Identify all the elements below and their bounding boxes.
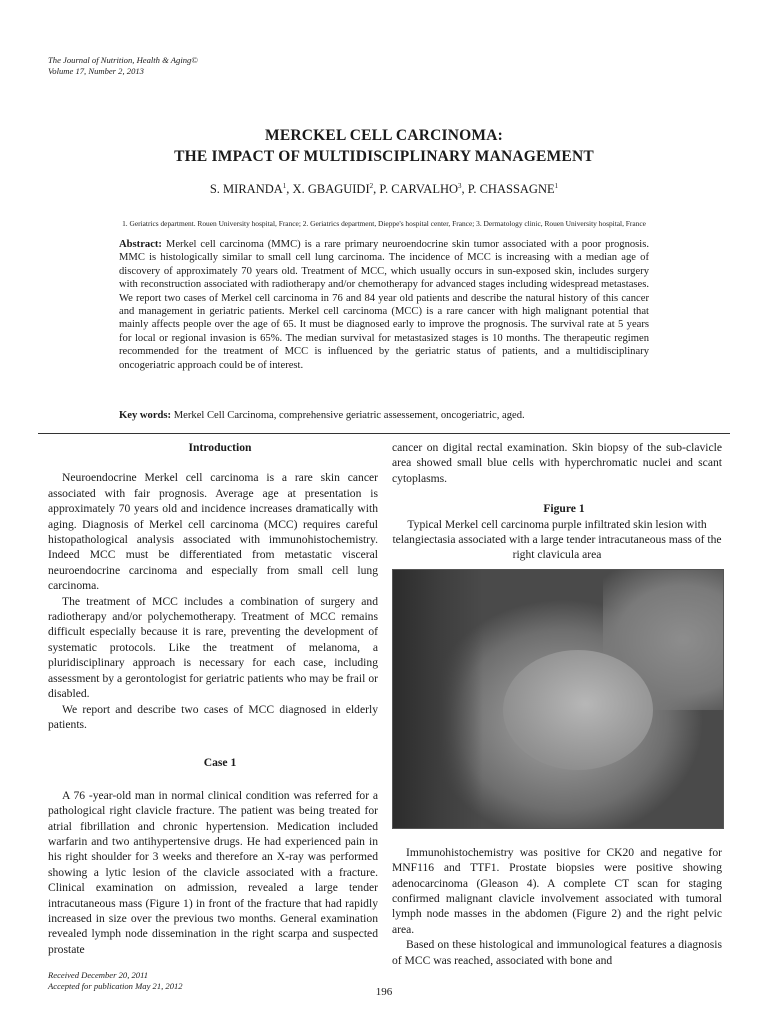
figure-1-clinical-photo — [392, 569, 724, 829]
figure-label: Figure 1 — [543, 502, 585, 516]
keywords-label: Key words: — [119, 410, 172, 421]
author: S. MIRANDA$^1$, — [209, 182, 293, 197]
left-column — [48, 440, 378, 957]
affiliations: 1. Geriatrics department. Rouen University hospital, France; 2. Geriatrics department, Dieppe's hospital center, France; 3. Dermatology clinic, Rouen University hospital, France — [122, 219, 646, 228]
keywords — [119, 410, 679, 421]
journal-header — [48, 55, 198, 77]
intro-heading: Introduction — [188, 441, 252, 454]
abstract-label: Abstract: — [119, 239, 162, 250]
figure-caption: Typical Merkel cell carcinoma purple infiltrated skin lesion with telangiectasia associated with a large tender intracutaneous mass of the right clavicula area — [392, 517, 722, 562]
immuno-paragraph: Immunohistochemistry was positive for CK20 and negative for MNF116 and TTF1. Prostate biopsies were positive showing adenocarcinoma (Gleason 4). A complete CT scan for staging confirmed malignant clavicle involvement associated with tumoral lymph node masses in the abdomen (Figure 2) and the right pelvic area. — [392, 845, 722, 936]
skin-lesion-region — [503, 650, 653, 770]
author: X. GBAGUIDI$^2$, — [292, 182, 380, 197]
intro-paragraph-3: We report and describe two cases of MCC diagnosed in elderly patients. — [48, 702, 378, 731]
accepted-date: Accepted for publication May 21, 2012 — [48, 981, 183, 991]
intro-paragraph-2: The treatment of MCC includes a combination of surgery and radiotherapy and/or polychemotherapy. Treatment of MCC remains difficult especially because it is rare, preventing the development of systematic protocols. Like the treatment of melanoma, a pluridisciplinary approach is necessary for each case, including assessment by a gerontologist for geriatric patients who may be frail or disabled. — [48, 594, 378, 701]
author: P. CARVALHO$^3$, — [379, 182, 468, 197]
diagnosis-paragraph: Based on these histological and immunological features a diagnosis of MCC was reached, associated with bone and — [392, 938, 722, 967]
case1-continued-paragraph: cancer on digital rectal examination. Skin biopsy of the sub-clavicle area showed small blue cells with hyperchromatic nuclei and scant cytoplasms. — [392, 441, 722, 485]
case1-heading: Case 1 — [203, 756, 237, 770]
article-title — [0, 125, 768, 167]
section-divider — [38, 433, 730, 434]
case1-paragraph-1: A 76 -year-old man in normal clinical condition was referred for a pathological right clavicle fracture. The patient was being treated for atrial fibrillation and chronic hypertension. Medication included warfarin and two antihypertensive drugs. He had experienced pain in his right shoulder for 3 weeks and therefore an X-ray was performed showing a lytic lesion of the clavicle associated with a fracture. Clinical examination on admission, revealed a large tender intracutaneous mass (Figure 1) in front of the fracture that had rapidly increased in size over the previous two months. General examination revealed lymph node dissemination in the right scarpa and suspected prostate — [48, 788, 378, 956]
journal-name: The Journal of Nutrition, Health & Aging© — [48, 55, 198, 65]
abstract-text: Merkel cell carcinoma (MMC) is a rare primary neuroendocrine skin tumor associated with a poor prognosis. MMC is histologically similar to small cell lung carcinoma. The incidence of MCC is increasing with a median age of discovery of approximately 70 years old. Treatment of MCC, which usually occurs in sun-exposed skin, includes surgery with reconstruction associated with radiotherapy and/or chemotherapy for advanced stages including widespread metastases. We report two cases of Merkel cell carcinoma in 76 and 84 year old patients and describe the natural history of this cancer and management in geriatric patients. Merkel cell carcinoma (MCC) is a rare cancer with high malignant potential that mainly affects people over the age of 65. It must be diagnosed early to improve the prognosis. The survival rate at 5 years for local or regional invasion is 65%. The median survival for metastasized stages is 10 months. The therapeutic regimen recommended for the treatment of MCC is influenced by the geriatric status of patients, and a multidisciplinary oncogeriatric approach could be of interest. — [119, 239, 649, 371]
intro-paragraph-1: Neuroendocrine Merkel cell carcinoma is a rare skin cancer associated with fair prognosis. Average age at presentation is approximately 70 years old and incidence increases dramatically with aging. Diagnosis of Merkel cell carcinoma (MCC) requires careful histopathological analysis associated with immunohistochemistry. Indeed MCC must be differentiated from metastatic visceral neuroendocrine carcinoma and especially from small cell lung carcinoma. — [48, 471, 378, 593]
page-number: 196 — [375, 986, 393, 998]
author: P. CHASSAGNE$^1$ — [467, 182, 559, 197]
journal-volume: Volume 17, Number 2, 2013 — [48, 66, 144, 76]
keywords-text: Merkel Cell Carcinoma, comprehensive geriatric assessement, oncogeriatric, aged. — [171, 410, 525, 421]
abstract — [119, 238, 649, 372]
right-column — [392, 440, 722, 968]
author-list — [0, 182, 768, 197]
title-line-2: THE IMPACT OF MULTIDISCIPLINARY MANAGEMENT — [174, 148, 594, 165]
received-date: Received December 20, 2011 — [48, 970, 149, 980]
title-line-1: MERCKEL CELL CARCINOMA: — [265, 127, 503, 144]
